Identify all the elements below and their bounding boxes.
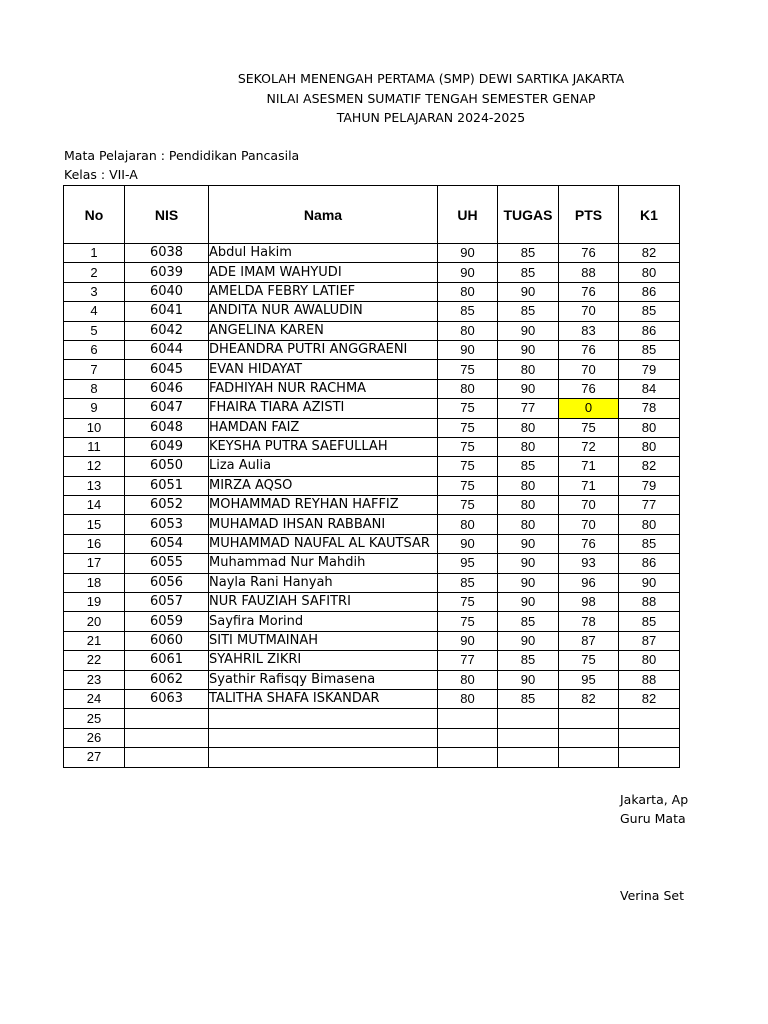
table-row	[64, 302, 680, 321]
cell-no: 7	[64, 360, 125, 379]
cell-uh: 75	[438, 593, 498, 612]
cell-tugas: 85	[498, 457, 559, 476]
cell-nama: NUR FAUZIAH SAFITRI	[209, 593, 438, 612]
cell-no: 21	[64, 631, 125, 650]
cell-tugas: 90	[498, 282, 559, 301]
cell-k1	[619, 748, 680, 767]
table-row	[64, 282, 680, 301]
cell-uh: 90	[438, 534, 498, 553]
header-tugas: TUGAS	[498, 186, 559, 244]
cell-tugas: 90	[498, 321, 559, 340]
cell-uh: 95	[438, 554, 498, 573]
cell-k1: 80	[619, 651, 680, 670]
cell-nama: ANGELINA KAREN	[209, 321, 438, 340]
cell-nama: Abdul Hakim	[209, 244, 438, 263]
cell-k1: 82	[619, 457, 680, 476]
cell-tugas: 90	[498, 534, 559, 553]
cell-nama: MUHAMMAD NAUFAL AL KAUTSAR	[209, 534, 438, 553]
cell-pts: 71	[559, 476, 619, 495]
cell-no: 22	[64, 651, 125, 670]
cell-no: 25	[64, 709, 125, 728]
cell-k1: 85	[619, 534, 680, 553]
cell-tugas: 90	[498, 593, 559, 612]
cell-no: 27	[64, 748, 125, 767]
cell-tugas: 80	[498, 418, 559, 437]
cell-k1: 85	[619, 302, 680, 321]
cell-k1: 80	[619, 515, 680, 534]
cell-uh: 77	[438, 651, 498, 670]
cell-pts: 76	[559, 244, 619, 263]
cell-pts: 72	[559, 437, 619, 456]
header-nis: NIS	[125, 186, 209, 244]
table-row	[64, 263, 680, 282]
cell-no: 23	[64, 670, 125, 689]
cell-uh: 90	[438, 340, 498, 359]
cell-k1: 78	[619, 399, 680, 418]
cell-nama: FADHIYAH NUR RACHMA	[209, 379, 438, 398]
cell-nis: 6061	[125, 651, 209, 670]
table-row	[64, 418, 680, 437]
header-k1: K1	[619, 186, 680, 244]
table-row	[64, 399, 680, 418]
cell-pts: 76	[559, 534, 619, 553]
cell-uh: 80	[438, 379, 498, 398]
table-row	[64, 379, 680, 398]
cell-nis: 6054	[125, 534, 209, 553]
document-title: NILAI ASESMEN SUMATIF TENGAH SEMESTER GENAP	[266, 91, 596, 106]
signature-name: Verina Set	[620, 888, 684, 903]
cell-nama: AMELDA FEBRY LATIEF	[209, 282, 438, 301]
cell-nama	[209, 709, 438, 728]
cell-tugas: 85	[498, 612, 559, 631]
cell-nis: 6041	[125, 302, 209, 321]
cell-nama	[209, 748, 438, 767]
table-row	[64, 496, 680, 515]
cell-pts: 70	[559, 360, 619, 379]
cell-nis: 6045	[125, 360, 209, 379]
cell-tugas: 80	[498, 515, 559, 534]
cell-uh: 80	[438, 321, 498, 340]
cell-k1: 79	[619, 476, 680, 495]
cell-no: 11	[64, 437, 125, 456]
cell-no: 19	[64, 593, 125, 612]
cell-nama: MOHAMMAD REYHAN HAFFIZ	[209, 496, 438, 515]
cell-no: 9	[64, 399, 125, 418]
table-row	[64, 728, 680, 747]
cell-k1: 86	[619, 321, 680, 340]
cell-nis: 6050	[125, 457, 209, 476]
cell-tugas: 77	[498, 399, 559, 418]
cell-nama: Sayfira Morind	[209, 612, 438, 631]
cell-no: 24	[64, 689, 125, 708]
cell-tugas: 85	[498, 689, 559, 708]
cell-k1: 77	[619, 496, 680, 515]
cell-pts: 70	[559, 496, 619, 515]
cell-nis: 6055	[125, 554, 209, 573]
table-row	[64, 457, 680, 476]
header-nama: Nama	[209, 186, 438, 244]
cell-nama: FHAIRA TIARA AZISTI	[209, 399, 438, 418]
cell-pts: 76	[559, 282, 619, 301]
cell-tugas: 90	[498, 340, 559, 359]
table-row	[64, 651, 680, 670]
cell-nis: 6053	[125, 515, 209, 534]
cell-k1: 86	[619, 282, 680, 301]
cell-pts: 78	[559, 612, 619, 631]
cell-nis: 6056	[125, 573, 209, 592]
cell-nama: TALITHA SHAFA ISKANDAR	[209, 689, 438, 708]
cell-nis: 6048	[125, 418, 209, 437]
cell-tugas: 85	[498, 302, 559, 321]
cell-no: 6	[64, 340, 125, 359]
table-row	[64, 340, 680, 359]
cell-k1: 86	[619, 554, 680, 573]
cell-tugas	[498, 728, 559, 747]
cell-k1: 82	[619, 689, 680, 708]
cell-uh: 85	[438, 573, 498, 592]
cell-nama: Liza Aulia	[209, 457, 438, 476]
cell-k1: 85	[619, 612, 680, 631]
cell-no: 12	[64, 457, 125, 476]
cell-k1: 79	[619, 360, 680, 379]
table-row	[64, 244, 680, 263]
cell-pts: 0	[559, 399, 619, 418]
cell-no: 18	[64, 573, 125, 592]
cell-k1: 80	[619, 437, 680, 456]
cell-no: 16	[64, 534, 125, 553]
cell-uh: 80	[438, 670, 498, 689]
cell-no: 4	[64, 302, 125, 321]
cell-nis: 6051	[125, 476, 209, 495]
cell-no: 2	[64, 263, 125, 282]
cell-pts	[559, 748, 619, 767]
cell-k1: 80	[619, 263, 680, 282]
cell-nama: DHEANDRA PUTRI ANGGRAENI	[209, 340, 438, 359]
cell-pts: 82	[559, 689, 619, 708]
cell-uh: 75	[438, 399, 498, 418]
cell-nis: 6059	[125, 612, 209, 631]
cell-uh: 80	[438, 515, 498, 534]
cell-pts: 76	[559, 379, 619, 398]
cell-nis: 6042	[125, 321, 209, 340]
cell-nis: 6049	[125, 437, 209, 456]
cell-nis: 6057	[125, 593, 209, 612]
table-row	[64, 689, 680, 708]
cell-k1	[619, 728, 680, 747]
cell-pts	[559, 709, 619, 728]
cell-no: 1	[64, 244, 125, 263]
cell-tugas: 80	[498, 476, 559, 495]
header-no: No	[64, 186, 125, 244]
cell-no: 10	[64, 418, 125, 437]
cell-nis: 6046	[125, 379, 209, 398]
cell-pts: 98	[559, 593, 619, 612]
cell-pts: 75	[559, 418, 619, 437]
cell-tugas: 85	[498, 651, 559, 670]
cell-no: 5	[64, 321, 125, 340]
cell-k1: 88	[619, 593, 680, 612]
cell-uh: 80	[438, 282, 498, 301]
table-row	[64, 534, 680, 553]
cell-uh: 75	[438, 476, 498, 495]
cell-pts: 70	[559, 302, 619, 321]
cell-tugas: 90	[498, 631, 559, 650]
cell-no: 17	[64, 554, 125, 573]
cell-nama: SITI MUTMAINAH	[209, 631, 438, 650]
school-name: SEKOLAH MENENGAH PERTAMA (SMP) DEWI SARTIKA JAKARTA	[237, 71, 625, 86]
cell-tugas: 90	[498, 379, 559, 398]
cell-pts: 95	[559, 670, 619, 689]
cell-uh	[438, 728, 498, 747]
cell-tugas: 90	[498, 554, 559, 573]
table-row	[64, 573, 680, 592]
signature-place-date: Jakarta, Ap	[620, 792, 689, 807]
cell-uh: 75	[438, 360, 498, 379]
cell-tugas: 90	[498, 670, 559, 689]
cell-pts: 93	[559, 554, 619, 573]
cell-uh: 75	[438, 496, 498, 515]
cell-nama: ADE IMAM WAHYUDI	[209, 263, 438, 282]
cell-uh	[438, 709, 498, 728]
cell-nama: Muhammad Nur Mahdih	[209, 554, 438, 573]
cell-uh: 85	[438, 302, 498, 321]
table-row	[64, 476, 680, 495]
cell-uh: 90	[438, 263, 498, 282]
cell-nama	[209, 728, 438, 747]
cell-uh	[438, 748, 498, 767]
cell-nama: MUHAMAD IHSAN RABBANI	[209, 515, 438, 534]
cell-no: 8	[64, 379, 125, 398]
cell-no: 14	[64, 496, 125, 515]
cell-tugas	[498, 709, 559, 728]
cell-nis	[125, 709, 209, 728]
class-label: Kelas : VII-A	[64, 167, 138, 182]
cell-nis	[125, 748, 209, 767]
table-row	[64, 437, 680, 456]
cell-nama: KEYSHA PUTRA SAEFULLAH	[209, 437, 438, 456]
cell-k1: 85	[619, 340, 680, 359]
table-header-row	[64, 186, 680, 244]
cell-uh: 80	[438, 689, 498, 708]
cell-no: 20	[64, 612, 125, 631]
cell-nis: 6052	[125, 496, 209, 515]
table-row	[64, 631, 680, 650]
cell-uh: 75	[438, 457, 498, 476]
cell-tugas: 80	[498, 496, 559, 515]
table-row	[64, 670, 680, 689]
cell-uh: 75	[438, 418, 498, 437]
table-row	[64, 709, 680, 728]
cell-nis: 6063	[125, 689, 209, 708]
cell-k1: 80	[619, 418, 680, 437]
cell-nis	[125, 728, 209, 747]
cell-nama: Nayla Rani Hanyah	[209, 573, 438, 592]
cell-nis: 6047	[125, 399, 209, 418]
cell-k1: 88	[619, 670, 680, 689]
subject-label: Mata Pelajaran : Pendidikan Pancasila	[64, 148, 300, 163]
cell-k1: 82	[619, 244, 680, 263]
header-pts: PTS	[559, 186, 619, 244]
table-row	[64, 321, 680, 340]
cell-nama: ANDITA NUR AWALUDIN	[209, 302, 438, 321]
cell-k1: 87	[619, 631, 680, 650]
cell-tugas: 90	[498, 573, 559, 592]
cell-pts: 76	[559, 340, 619, 359]
academic-year: TAHUN PELAJARAN 2024-2025	[336, 110, 526, 125]
table-row	[64, 360, 680, 379]
cell-tugas: 80	[498, 437, 559, 456]
cell-uh: 75	[438, 612, 498, 631]
cell-pts: 75	[559, 651, 619, 670]
cell-nama: Syathir Rafisqy Bimasena	[209, 670, 438, 689]
cell-nis: 6039	[125, 263, 209, 282]
cell-nis: 6060	[125, 631, 209, 650]
cell-pts: 70	[559, 515, 619, 534]
cell-no: 13	[64, 476, 125, 495]
cell-no: 26	[64, 728, 125, 747]
cell-pts	[559, 728, 619, 747]
header-uh: UH	[438, 186, 498, 244]
signature-role: Guru Mata	[620, 811, 686, 826]
cell-nis: 6040	[125, 282, 209, 301]
table-row	[64, 515, 680, 534]
table-row	[64, 593, 680, 612]
cell-no: 3	[64, 282, 125, 301]
cell-tugas: 85	[498, 244, 559, 263]
cell-uh: 90	[438, 631, 498, 650]
cell-pts: 71	[559, 457, 619, 476]
cell-nama: MIRZA AQSO	[209, 476, 438, 495]
cell-nis: 6062	[125, 670, 209, 689]
cell-k1	[619, 709, 680, 728]
cell-pts: 96	[559, 573, 619, 592]
table-row	[64, 612, 680, 631]
cell-pts: 83	[559, 321, 619, 340]
cell-uh: 75	[438, 437, 498, 456]
cell-tugas	[498, 748, 559, 767]
cell-k1: 90	[619, 573, 680, 592]
cell-nama: EVAN HIDAYAT	[209, 360, 438, 379]
table-row	[64, 554, 680, 573]
cell-tugas: 85	[498, 263, 559, 282]
cell-pts: 88	[559, 263, 619, 282]
table-body	[64, 244, 680, 768]
cell-nis: 6038	[125, 244, 209, 263]
cell-nis: 6044	[125, 340, 209, 359]
cell-uh: 90	[438, 244, 498, 263]
table-row	[64, 748, 680, 767]
cell-nama: HAMDAN FAIZ	[209, 418, 438, 437]
cell-k1: 84	[619, 379, 680, 398]
cell-nama: SYAHRIL ZIKRI	[209, 651, 438, 670]
cell-no: 15	[64, 515, 125, 534]
cell-pts: 87	[559, 631, 619, 650]
grades-table	[63, 185, 680, 768]
cell-tugas: 80	[498, 360, 559, 379]
